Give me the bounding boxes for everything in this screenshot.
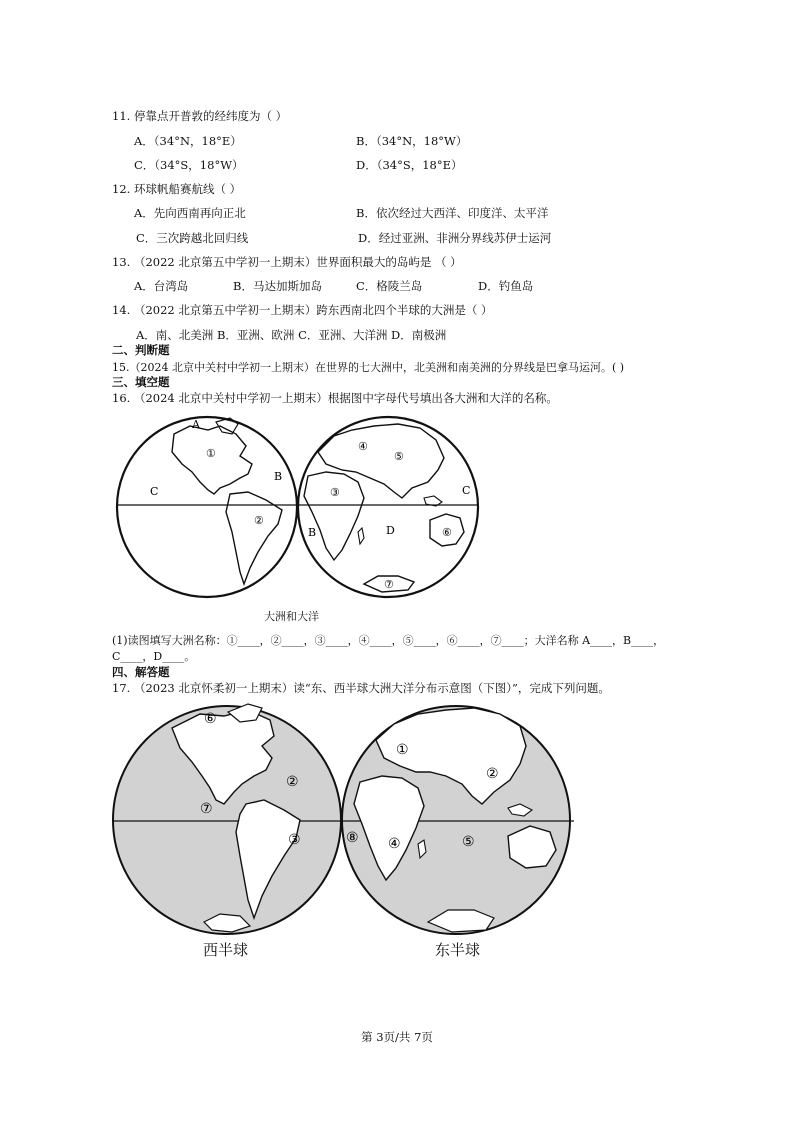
west-label-7: ⑦: [200, 801, 213, 817]
label-b-east: B: [308, 526, 317, 539]
west-label-3: ③: [288, 832, 301, 848]
q11-option-c: C．（34°S，18°W）: [134, 158, 244, 172]
q11-stem: 11. 停靠点开普敦的经纬度为（ ）: [112, 109, 288, 123]
label-c-east: C: [462, 484, 471, 497]
q11-option-d: D．（34°S，18°E）: [356, 158, 463, 172]
q12-option-c: C．三次跨越北回归线: [136, 231, 249, 245]
q13-option-a: A．台湾岛: [134, 279, 189, 293]
east-australia: [508, 826, 556, 868]
q11-option-a: A．（34°N，18°E）: [134, 134, 242, 148]
east-label-5: ⑤: [462, 834, 475, 850]
east-label-2: ②: [486, 766, 499, 782]
eastern-hemisphere-outline: [298, 417, 478, 597]
label-c-west: C: [150, 485, 159, 498]
east-label-4: ④: [388, 836, 401, 852]
q16-stem: 16. （2024 北京中关村中学初一上期末）根据图中字母代号填出各大洲和大洋的名称。: [112, 391, 558, 405]
label-b-west: B: [274, 470, 283, 483]
q13-stem: 13. （2022 北京第五中学初一上期末）世界面积最大的岛屿是 （ ）: [112, 255, 462, 269]
q16-fill-line1: (1)读图填写大洲名称：①____，②____，③____，④____，⑤____，⑥____，⑦____；大洋名称 A____，B____，: [112, 634, 665, 647]
east-hemisphere-label: 东半球: [435, 941, 481, 959]
q13-option-c: C．格陵兰岛: [356, 279, 423, 293]
east-label-1: ①: [396, 742, 409, 758]
west-hemisphere-label: 西半球: [203, 941, 249, 959]
q14-options: A．南、北美洲 B．亚洲、欧洲 C．亚洲、大洋洲 D．南极洲: [136, 328, 447, 342]
label-1: ①: [206, 447, 216, 460]
q15-text: 15.（2024 北京中关村中学初一上期末）在世界的七大洲中，北美洲和南美洲的分界线是巴拿马运河。( ): [112, 361, 625, 374]
q12-option-d: D．经过亚洲、非洲分界线苏伊士运河: [358, 231, 552, 245]
section-heading-answer: 四、解答题: [112, 665, 170, 679]
western-hemisphere-outline: [117, 417, 297, 597]
west-label-6: ⑥: [204, 711, 217, 727]
label-5: ⑤: [394, 450, 404, 463]
q12-option-b: B．依次经过大西洋、印度洋、太平洋: [356, 206, 549, 220]
q16-fill-line2: C____，D____。: [112, 650, 196, 663]
q12-stem: 12. 环球帆船赛航线（ ）: [112, 182, 242, 196]
label-3: ③: [330, 486, 340, 499]
label-6: ⑥: [442, 526, 452, 539]
q12-option-a: A．先向西南再向正北: [134, 206, 246, 220]
label-a: A: [192, 418, 200, 431]
continents-oceans-map: [112, 412, 492, 612]
q13-option-b: B．马达加斯加岛: [233, 279, 322, 293]
q17-stem: 17. （2023 北京怀柔初一上期末）读“东、西半球大洲大洋分布示意图（下图）”，完成下列问题。: [112, 681, 610, 695]
label-4: ④: [358, 440, 368, 453]
west-label-2: ②: [286, 774, 299, 790]
label-7: ⑦: [384, 578, 394, 591]
q14-stem: 14. （2022 北京第五中学初一上期末）跨东西南北四个半球的大洲是（ ）: [112, 303, 493, 317]
q13-option-d: D．钓鱼岛: [478, 279, 534, 293]
section-heading-judge: 二、判断题: [112, 343, 170, 357]
label-2: ②: [254, 514, 264, 527]
label-d: D: [386, 524, 395, 537]
east-label-8: ⑧: [346, 830, 359, 846]
q11-option-b: B．（34°N，18°W）: [356, 134, 468, 148]
map1-caption: 大洲和大洋: [264, 610, 319, 623]
page-footer: 第 3页/共 7页: [361, 1030, 433, 1044]
hemispheres-map: [112, 700, 574, 940]
section-heading-fill: 三、填空题: [112, 375, 170, 389]
